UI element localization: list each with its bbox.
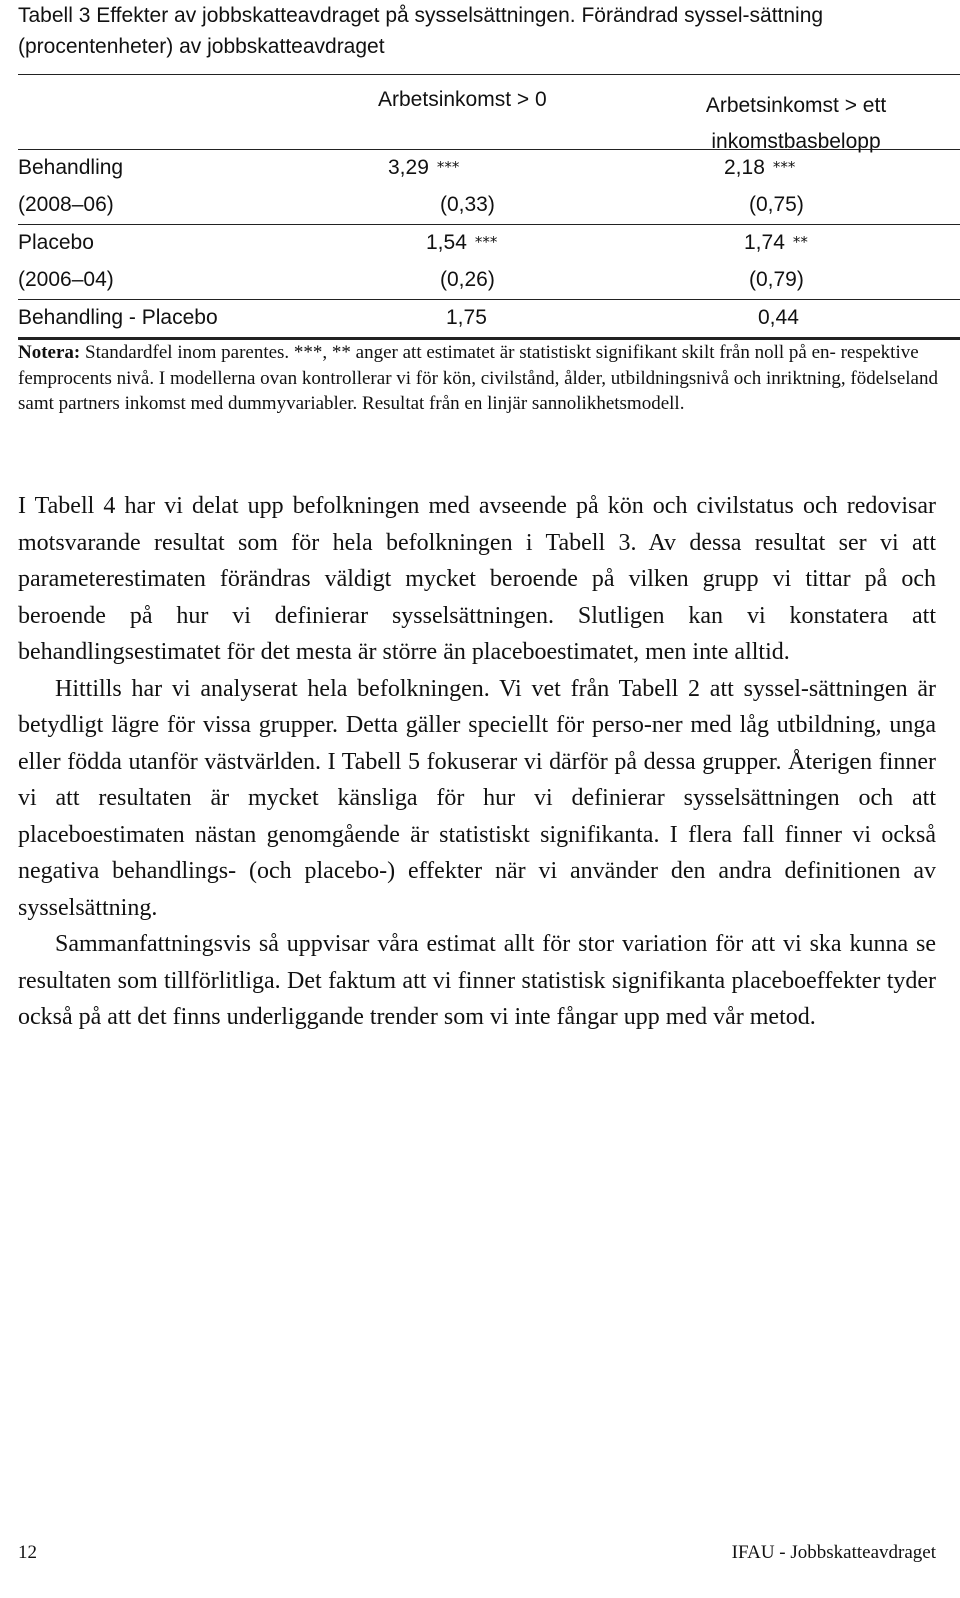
- table-caption: Tabell 3 Effekter av jobbskatteavdraget på sysselsättningen. Förändrad syssel-sättning (procentenheter) av jobbskatteavdraget: [18, 4, 824, 58]
- cell-col1: (0,26): [440, 268, 495, 291]
- cell-col1: 1,75: [446, 306, 487, 329]
- header-col2: Arbetsinkomst > ett inkomstbasbelopp: [705, 94, 887, 153]
- row-label: Behandling - Placebo: [18, 306, 218, 329]
- cell-col1: (0,33): [440, 193, 495, 216]
- row-label: (2008–06): [18, 193, 114, 216]
- notes-label: Notera:: [18, 342, 81, 363]
- table-row: [18, 225, 960, 262]
- cell-col2: (0,79): [749, 268, 804, 291]
- row-label: Behandling: [18, 156, 124, 179]
- table-notes: [18, 340, 943, 417]
- notes-text: Standardfel inom parentes. ***, ** anger att estimatet är statistiskt signifikant skilt från noll på en- respektive femprocents nivå. I modellerna ovan kontrollerar vi för kön, civilstånd, ålder, utbildningsnivå och inriktning, födelseland samt partners inkomst med dummyvariabler. Resultat från en linjär sannolikhetsmodell.: [18, 342, 938, 414]
- publication-title: IFAU - Jobbskatteavdraget: [731, 1542, 936, 1563]
- table-header-row: [18, 75, 960, 153]
- cell-col2: 2,18 ***: [724, 156, 796, 179]
- table-row: [18, 187, 960, 225]
- cell-col2: 0,44: [758, 306, 799, 329]
- table-row: [18, 262, 960, 300]
- body-text: [18, 488, 936, 1036]
- results-table: [18, 74, 960, 340]
- page-number: 12: [18, 1542, 37, 1563]
- table-row: [18, 300, 960, 340]
- row-label: (2006–04): [18, 268, 114, 291]
- cell-col2: 1,74 **: [744, 231, 808, 254]
- paragraph: Hittills har vi analyserat hela befolkningen. Vi vet från Tabell 2 att syssel-sättningen är betydligt lägre för vissa grupper. Detta gäller speciellt för perso-ner med låg utbildning, unga eller födda utanför västvärlden. I Tabell 5 fokuserar vi därför på dessa grupper. Återigen finner vi att resultaten är mycket känsliga för hur vi definierar sysselsättningen och att placeboestimaten nästan genomgående är statistiskt signifikanta. I flera fall finner vi också negativa behandlings- (och placebo-) effekter när vi använder den andra definitionen av sysselsättning.: [18, 675, 936, 921]
- cell-col2: (0,75): [749, 193, 804, 216]
- paragraph: Sammanfattningsvis så uppvisar våra estimat allt för stor variation för att vi ska kunna se resultaten som tillförlitliga. Det faktum att vi finner statistisk signifikanta placeboeffekter tyder också på att det finns underliggande trender som vi inte fångar upp med vår metod.: [18, 931, 936, 1030]
- significance-stars: **: [792, 233, 808, 251]
- significance-stars: ***: [436, 158, 460, 176]
- cell-col1: 1,54 ***: [426, 231, 498, 254]
- paragraph: I Tabell 4 har vi delat upp befolkningen med avseende på kön och civilstatus och redovisar motsvarande resultat som för hela befolkningen i Tabell 3. Av dessa resultat ser vi att parameterestimaten förändras väldigt mycket beroende på vilken grupp vi tittar på och beroende på hur vi definierar sysselsättningen. Slutligen kan vi konstatera att behandlingsestimatet för det mesta är större än placeboestimatet, men inte alltid.: [18, 493, 936, 665]
- cell-col1: 3,29 ***: [388, 156, 460, 179]
- row-label: Placebo: [18, 231, 94, 254]
- significance-stars: ***: [772, 158, 796, 176]
- significance-stars: ***: [474, 233, 498, 251]
- table-row: [18, 150, 960, 187]
- header-col1: Arbetsinkomst > 0: [378, 88, 547, 111]
